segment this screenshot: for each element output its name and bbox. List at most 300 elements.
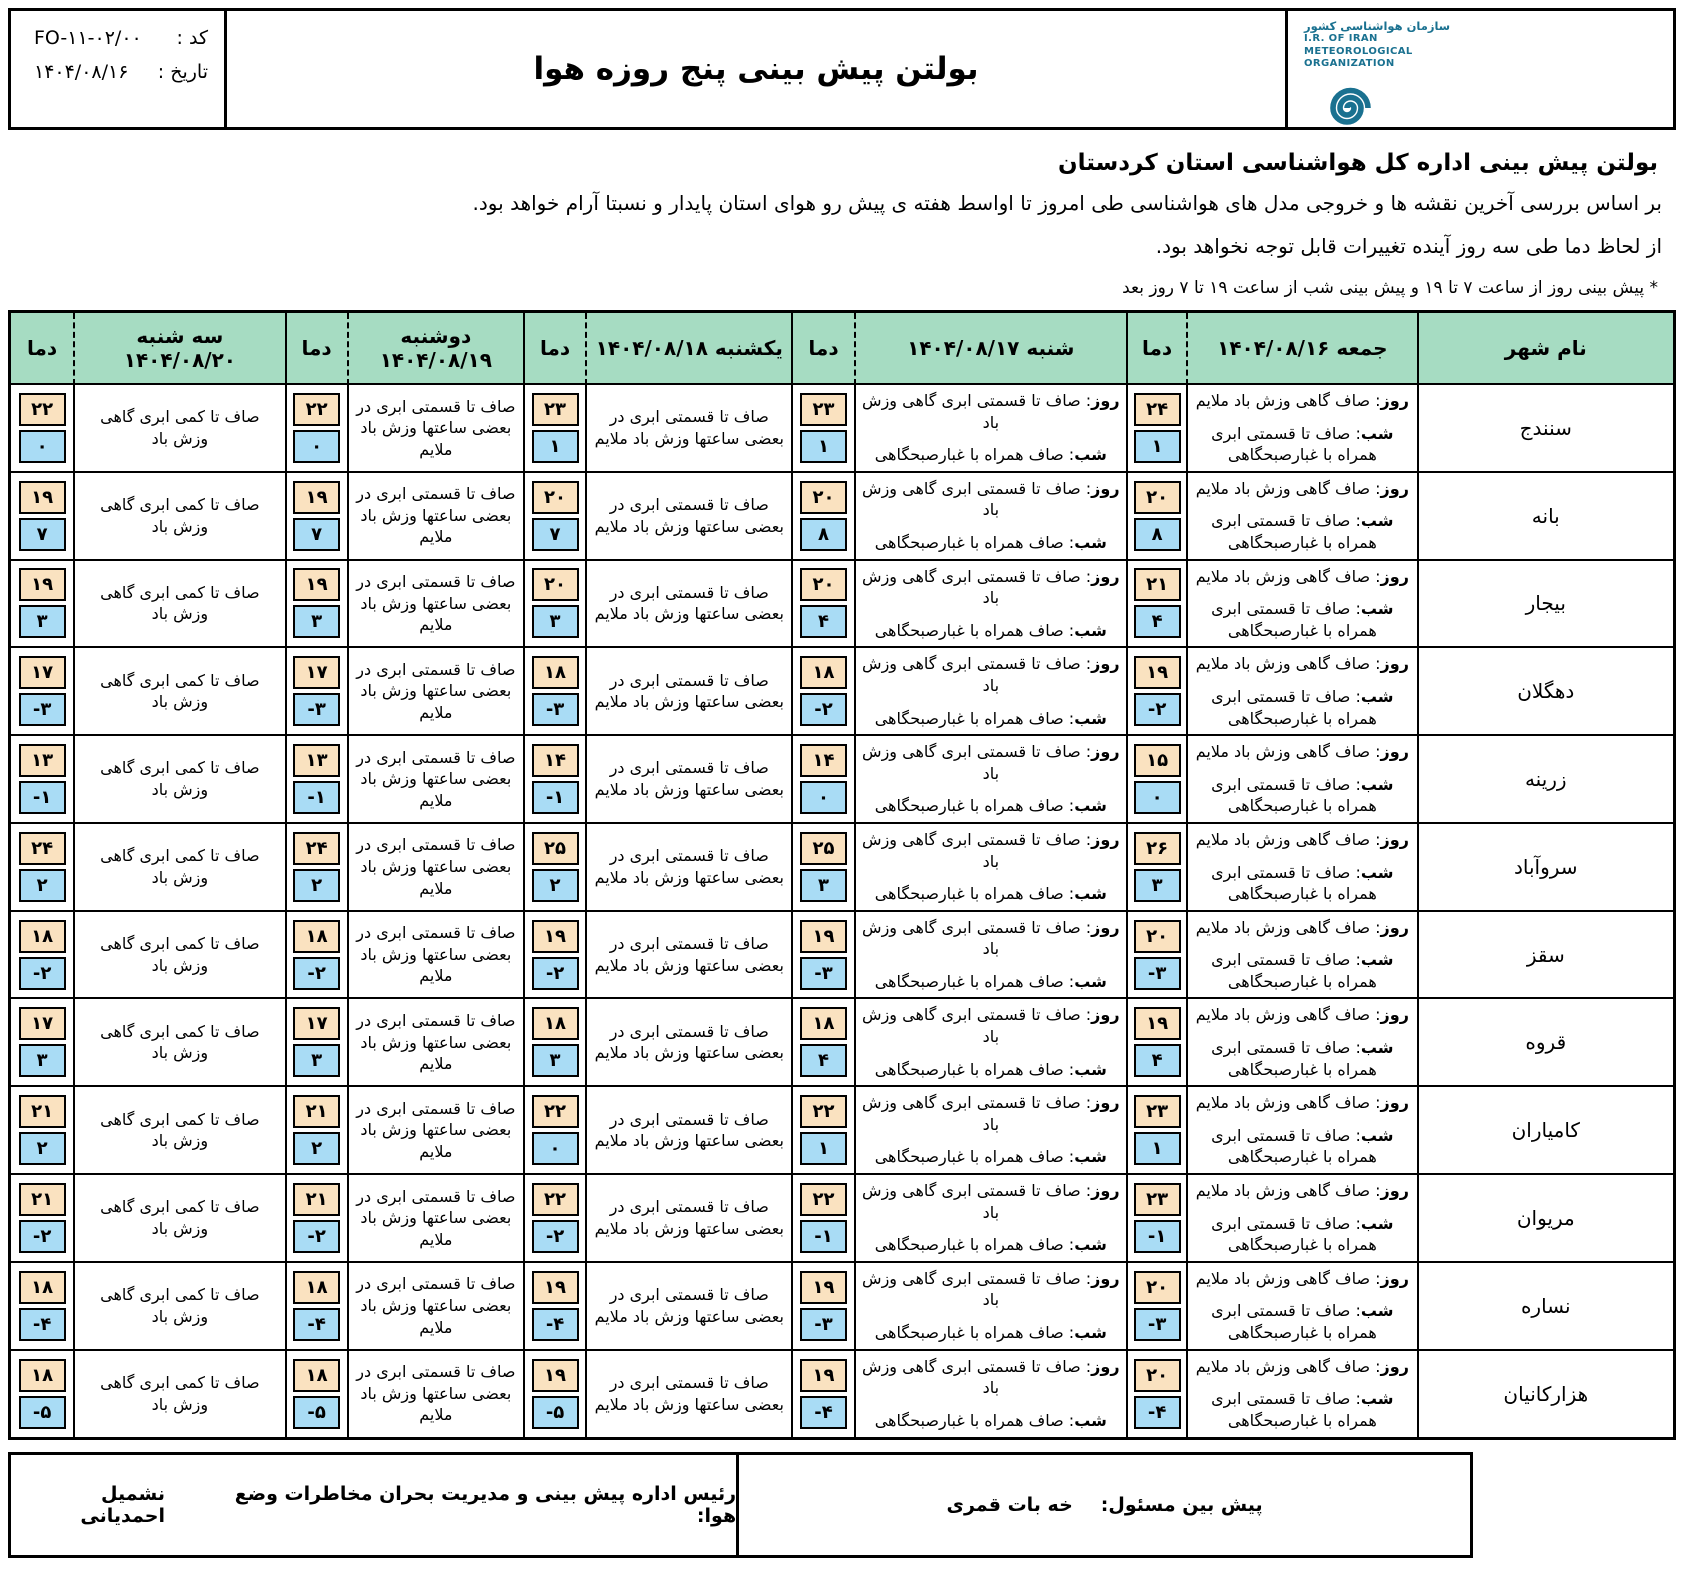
max-temp-value: ۲۳ [532, 393, 579, 426]
forecast-line: روز: صاف تا قسمتی ابری گاهی وزش باد [862, 391, 1120, 432]
head-label: رئیس اداره پیش بینی و مدیریت بحران مخاطرات وضع هوا: [234, 1482, 737, 1527]
min-temp-value: ۲ [19, 1132, 66, 1165]
period-label: روز [1380, 742, 1409, 762]
min-temp-value: ۴ [1134, 605, 1181, 638]
forecast-cell [347, 1175, 523, 1263]
city-name: سروآباد [1417, 824, 1673, 912]
min-temp-value: ۲ [19, 869, 66, 902]
forecast-cell [585, 912, 791, 1000]
forecast-cell [1186, 999, 1416, 1087]
city-name: مریوان [1417, 1175, 1673, 1263]
forecast-cell [854, 1263, 1126, 1351]
forecast-cell [73, 999, 284, 1087]
max-temp-value: ۱۸ [19, 1271, 66, 1304]
min-temp-value: ۳ [1134, 869, 1181, 902]
temp-cell [791, 1263, 853, 1351]
temp-cell [523, 473, 585, 561]
forecast-line: صاف تا قسمتی ابری در بعضی ساعتها وزش باد ملایم [356, 484, 516, 547]
organization-logo [1304, 19, 1474, 143]
period-label: شب [1074, 1323, 1107, 1342]
max-temp-value: ۲۲ [800, 1183, 847, 1216]
temp-cell [523, 648, 585, 736]
max-temp-value: ۲۰ [1134, 481, 1181, 514]
period-label: شب [1360, 1125, 1394, 1145]
temp-cell [523, 1175, 585, 1263]
forecast-line: روز: صاف تا قسمتی ابری گاهی وزش باد [862, 742, 1120, 783]
period-label: شب [1360, 686, 1394, 706]
forecast-cell [347, 1263, 523, 1351]
forecast-line: شب: صاف همراه با غبارصبحگاهی [874, 971, 1107, 991]
forecast-cell [854, 912, 1126, 1000]
period-label: روز [1091, 1093, 1120, 1113]
period-label: روز [1380, 654, 1409, 674]
table-row [11, 561, 1673, 649]
forecast-cell [854, 561, 1126, 649]
code-box [11, 11, 227, 127]
city-name: سقز [1417, 912, 1673, 1000]
temp-cell [11, 1351, 73, 1437]
forecast-line: روز: صاف تا قسمتی ابری گاهی وزش باد [862, 1093, 1120, 1134]
temp-cell [1126, 1351, 1186, 1437]
temp-cell [1126, 648, 1186, 736]
max-temp-value: ۱۷ [19, 1007, 66, 1040]
temp-cell [11, 648, 73, 736]
temp-cell [1126, 912, 1186, 1000]
forecast-rows [11, 385, 1673, 1437]
page-title: بولتن پیش بینی پنج روزه هوا [533, 51, 979, 87]
city-name: بیجار [1417, 561, 1673, 649]
min-temp-value: -۱ [1134, 1220, 1181, 1253]
period-label: روز [1091, 391, 1120, 410]
temp-cell [523, 1351, 585, 1437]
min-temp-value: ۸ [1134, 518, 1181, 551]
table-row [11, 736, 1673, 824]
forecast-line: صاف تا قسمتی ابری در بعضی ساعتها وزش باد ملایم [356, 396, 516, 459]
forecast-cell [347, 736, 523, 824]
period-label: روز [1380, 1181, 1409, 1201]
forecast-cell [73, 824, 284, 912]
forecast-line: شب: صاف همراه با غبارصبحگاهی [874, 1147, 1107, 1167]
forecast-line: صاف تا کمی ابری گاهی وزش باد [100, 1197, 260, 1238]
max-temp-value: ۱۹ [800, 920, 847, 953]
max-temp-value: ۱۸ [19, 920, 66, 953]
min-temp-value: ۰ [293, 430, 340, 463]
forecast-cell [1186, 648, 1416, 736]
period-label: شب [1074, 796, 1107, 816]
intro-line-2: از لحاظ دما طی سه روز آینده تغییرات قابل توجه نخواهد بود. [1155, 234, 1662, 258]
period-label: روز [1091, 1356, 1120, 1376]
forecast-cell [585, 1087, 791, 1175]
min-temp-value: -۳ [19, 693, 66, 726]
forecast-line: صاف تا کمی ابری گاهی وزش باد [100, 846, 260, 887]
forecast-line: روز: صاف تا قسمتی ابری گاهی وزش باد [862, 1181, 1120, 1222]
period-label: روز [1091, 1268, 1120, 1288]
temp-cell [11, 561, 73, 649]
temp-cell [791, 561, 853, 649]
forecast-line: صاف تا قسمتی ابری در بعضی ساعتها وزش باد ملایم [356, 923, 516, 986]
forecast-line: روز: صاف گاهی وزش باد ملایم [1195, 391, 1409, 410]
temp-cell [285, 1087, 347, 1175]
period-label: شب [1074, 971, 1107, 991]
period-label: روز [1091, 829, 1120, 849]
max-temp-value: ۲۰ [1134, 1271, 1181, 1304]
min-temp-value: ۷ [293, 518, 340, 551]
min-temp-value: ۸ [800, 518, 847, 551]
period-label: روز [1091, 654, 1120, 674]
temp-cell [1126, 1175, 1186, 1263]
max-temp-value: ۲۲ [19, 393, 66, 426]
title-box [227, 11, 1285, 127]
forecast-cell [1186, 1351, 1416, 1437]
head-name: نشمیل احمدیانی [80, 1482, 165, 1527]
table-row [11, 912, 1673, 1000]
table-row [11, 385, 1673, 473]
forecast-line: صاف تا قسمتی ابری در بعضی ساعتها وزش باد ملایم [356, 835, 516, 898]
forecast-line: شب: صاف همراه با غبارصبحگاهی [874, 884, 1107, 904]
logo-en-line3: ORGANIZATION [1304, 58, 1395, 70]
forecast-line: صاف تا قسمتی ابری در بعضی ساعتها وزش باد ملایم [594, 1373, 784, 1414]
forecast-line: صاف تا قسمتی ابری در بعضی ساعتها وزش باد ملایم [594, 407, 784, 448]
min-temp-value: ۴ [800, 1044, 847, 1077]
forecast-line: شب: صاف همراه با غبارصبحگاهی [874, 445, 1107, 465]
forecast-line: شب: صاف تا قسمتی ابری همراه با غبارصبحگاهی [1211, 1389, 1394, 1430]
min-temp-value: ۷ [532, 518, 579, 551]
table-row [11, 1263, 1673, 1351]
forecast-line: شب: صاف تا قسمتی ابری همراه با غبارصبحگاهی [1211, 1125, 1394, 1167]
period-label: روز [1380, 478, 1409, 498]
temp-cell [791, 385, 853, 473]
min-temp-value: ۳ [293, 1044, 340, 1077]
table-row [11, 1175, 1673, 1263]
date-label: تاریخ : [157, 61, 208, 83]
max-temp-value: ۱۸ [19, 1359, 66, 1392]
temp-cell [791, 473, 853, 561]
temp-header: دما [11, 313, 73, 385]
forecast-cell [1186, 1087, 1416, 1175]
forecast-cell [854, 1175, 1126, 1263]
min-temp-value: ۲ [532, 869, 579, 902]
forecast-line: روز: صاف گاهی وزش باد ملایم [1195, 478, 1409, 498]
max-temp-value: ۱۸ [293, 1359, 340, 1392]
period-label: روز [1091, 742, 1120, 762]
city-name: دهگلان [1417, 648, 1673, 736]
max-temp-value: ۲۴ [1134, 393, 1181, 426]
period-label: شب [1360, 774, 1394, 794]
forecast-line: صاف تا قسمتی ابری در بعضی ساعتها وزش باد ملایم [594, 582, 784, 624]
forecast-cell [1186, 824, 1416, 912]
min-temp-value: ۰ [800, 781, 847, 814]
forecast-cell [585, 999, 791, 1087]
forecast-line: روز: صاف گاهی وزش باد ملایم [1195, 654, 1409, 674]
forecast-line: شب: صاف همراه با غبارصبحگاهی [874, 620, 1107, 640]
table-row [11, 824, 1673, 912]
day-header-sunday: یکشنبه ۱۴۰۴/۰۸/۱۸ [585, 313, 791, 385]
period-label: روز [1380, 829, 1409, 849]
max-temp-value: ۱۹ [1134, 656, 1181, 689]
forecast-line: صاف تا قسمتی ابری در بعضی ساعتها وزش باد ملایم [594, 758, 784, 800]
head-signature [11, 1455, 736, 1555]
forecast-cell [347, 561, 523, 649]
temp-cell [523, 824, 585, 912]
intro-section [8, 150, 1676, 262]
period-label: روز [1380, 391, 1409, 410]
forecast-line: روز: صاف تا قسمتی ابری گاهی وزش باد [862, 654, 1120, 695]
period-label: شب [1360, 1301, 1394, 1321]
min-temp-value: ۴ [1134, 1044, 1181, 1077]
min-temp-value: -۱ [19, 781, 66, 814]
forecast-cell [347, 648, 523, 736]
forecast-cell [585, 824, 791, 912]
forecast-line: صاف تا قسمتی ابری در بعضی ساعتها وزش باد ملایم [594, 1285, 784, 1326]
min-temp-value: ۱ [800, 430, 847, 463]
temp-cell [1126, 473, 1186, 561]
temp-cell [11, 736, 73, 824]
period-label: روز [1091, 1005, 1120, 1025]
forecast-line: صاف تا کمی ابری گاهی وزش باد [100, 1285, 260, 1326]
min-temp-value: -۴ [1134, 1396, 1181, 1429]
intro-line-1: بر اساس بررسی آخرین نقشه ها و خروجی مدل های هواشناسی طی امروز تا اواسط هفته ی پیش رو هوای استان پایدار و نسبتا آرام خواهد بود. [472, 191, 1662, 215]
forecast-line: صاف تا قسمتی ابری در بعضی ساعتها وزش باد ملایم [594, 495, 784, 536]
min-temp-value: ۱ [1134, 430, 1181, 463]
temp-cell [1126, 999, 1186, 1087]
min-temp-value: ۳ [532, 605, 579, 638]
forecast-line: صاف تا کمی ابری گاهی وزش باد [100, 495, 260, 536]
forecast-line: صاف تا قسمتی ابری در بعضی ساعتها وزش باد ملایم [356, 1098, 516, 1161]
period-label: روز [1380, 917, 1409, 937]
temp-cell [11, 824, 73, 912]
temp-cell [285, 1351, 347, 1437]
max-temp-value: ۲۰ [800, 481, 847, 514]
period-label: روز [1091, 917, 1120, 937]
table-row [11, 1087, 1673, 1175]
min-temp-value: ۳ [19, 605, 66, 638]
bulletin-heading: بولتن پیش بینی اداره کل هواشناسی استان کردستان [1057, 150, 1658, 176]
forecast-cell [585, 1351, 791, 1437]
min-temp-value: -۵ [532, 1396, 579, 1429]
min-temp-value: -۵ [293, 1396, 340, 1429]
temp-cell [791, 999, 853, 1087]
city-name: بانه [1417, 473, 1673, 561]
forecast-cell [854, 1087, 1126, 1175]
city-name: زرینه [1417, 736, 1673, 824]
document-header [8, 8, 1676, 130]
logo-en-line2: METEOROLOGICAL [1304, 45, 1413, 57]
forecaster-name: خه بات قمری [946, 1493, 1073, 1516]
max-temp-value: ۱۷ [293, 656, 340, 689]
forecast-cell [585, 1263, 791, 1351]
max-temp-value: ۱۹ [19, 568, 66, 601]
forecast-cell [854, 736, 1126, 824]
min-temp-value: -۲ [293, 957, 340, 990]
max-temp-value: ۱۹ [1134, 1007, 1181, 1040]
max-temp-value: ۲۳ [1134, 1095, 1181, 1128]
temp-cell [791, 824, 853, 912]
period-label: شب [1074, 884, 1107, 904]
forecast-cell [347, 385, 523, 473]
max-temp-value: ۲۱ [19, 1183, 66, 1216]
period-label: روز [1380, 566, 1409, 586]
forecast-line: صاف تا کمی ابری گاهی وزش باد [100, 582, 260, 624]
temp-cell [523, 561, 585, 649]
city-name: هزارکانیان [1417, 1351, 1673, 1437]
forecast-cell [585, 736, 791, 824]
temp-cell [791, 1175, 853, 1263]
max-temp-value: ۱۹ [532, 920, 579, 953]
forecast-line: صاف تا قسمتی ابری در بعضی ساعتها وزش باد ملایم [594, 1021, 784, 1063]
period-label: شب [1360, 511, 1394, 531]
forecast-line: روز: صاف گاهی وزش باد ملایم [1195, 742, 1409, 762]
forecast-line: روز: صاف گاهی وزش باد ملایم [1195, 829, 1409, 849]
temp-header: دما [791, 313, 853, 385]
forecast-line: روز: صاف تا قسمتی ابری گاهی وزش باد [862, 1005, 1120, 1047]
max-temp-value: ۱۵ [1134, 744, 1181, 777]
forecast-line: شب: صاف تا قسمتی ابری همراه با غبارصبحگاهی [1211, 950, 1394, 991]
min-temp-value: -۳ [800, 1308, 847, 1341]
signature-bar [8, 1452, 1473, 1558]
min-temp-value: -۲ [293, 1220, 340, 1253]
max-temp-value: ۱۹ [532, 1271, 579, 1304]
temp-cell [11, 473, 73, 561]
temp-cell [791, 1351, 853, 1437]
max-temp-value: ۲۱ [19, 1095, 66, 1128]
forecast-line: روز: صاف گاهی وزش باد ملایم [1195, 1005, 1409, 1025]
min-temp-value: ۱ [800, 1132, 847, 1165]
forecast-line: صاف تا قسمتی ابری در بعضی ساعتها وزش باد ملایم [356, 1186, 516, 1249]
min-temp-value: -۴ [532, 1308, 579, 1341]
max-temp-value: ۲۱ [293, 1183, 340, 1216]
min-temp-value: -۴ [293, 1308, 340, 1341]
forecast-line: صاف تا قسمتی ابری در بعضی ساعتها وزش باد ملایم [356, 1274, 516, 1337]
forecast-cell [854, 999, 1126, 1087]
forecast-cell [73, 1351, 284, 1437]
forecast-line: شب: صاف همراه با غبارصبحگاهی [874, 1410, 1107, 1430]
forecast-cell [73, 1175, 284, 1263]
period-label: شب [1074, 1059, 1107, 1079]
min-temp-value: ۲ [293, 869, 340, 902]
max-temp-value: ۱۳ [19, 744, 66, 777]
city-name: کامیاران [1417, 1087, 1673, 1175]
day-header-tuesday: سه شنبه ۱۴۰۴/۰۸/۲۰ [73, 313, 284, 385]
max-temp-value: ۲۰ [1134, 920, 1181, 953]
period-label: روز [1380, 1093, 1409, 1113]
temp-header: دما [285, 313, 347, 385]
forecast-line: روز: صاف گاهی وزش باد ملایم [1195, 1356, 1409, 1376]
code-value: FO-۱۱-۰۲/۰۰ [33, 27, 142, 49]
period-label: شب [1360, 1213, 1394, 1233]
forecast-line: شب: صاف تا قسمتی ابری همراه با غبارصبحگاهی [1211, 423, 1394, 465]
logo-box [1285, 11, 1673, 127]
period-label: روز [1380, 1005, 1409, 1025]
forecast-line: شب: صاف همراه با غبارصبحگاهی [874, 796, 1107, 816]
temp-cell [11, 1087, 73, 1175]
period-label: شب [1360, 1389, 1394, 1409]
temp-header: دما [1126, 313, 1186, 385]
period-label: شب [1074, 1147, 1107, 1167]
max-temp-value: ۱۴ [532, 744, 579, 777]
forecast-line: صاف تا قسمتی ابری در بعضی ساعتها وزش باد ملایم [594, 670, 784, 712]
forecast-cell [73, 473, 284, 561]
min-temp-value: ۳ [532, 1044, 579, 1077]
min-temp-value: -۳ [293, 693, 340, 726]
max-temp-value: ۱۸ [532, 1007, 579, 1040]
max-temp-value: ۱۹ [800, 1359, 847, 1392]
forecast-cell [73, 385, 284, 473]
forecast-cell [73, 648, 284, 736]
forecast-line: روز: صاف تا قسمتی ابری گاهی وزش باد [862, 478, 1120, 520]
forecast-line: شب: صاف تا قسمتی ابری همراه با غبارصبحگاهی [1211, 599, 1394, 640]
temp-cell [1126, 1263, 1186, 1351]
min-temp-value: -۵ [19, 1396, 66, 1429]
min-temp-value: ۳ [800, 869, 847, 902]
max-temp-value: ۲۲ [532, 1095, 579, 1128]
forecast-cell [347, 1351, 523, 1437]
period-label: شب [1360, 599, 1394, 619]
forecast-line: صاف تا قسمتی ابری در بعضی ساعتها وزش باد ملایم [356, 747, 516, 810]
forecast-cell [854, 473, 1126, 561]
max-temp-value: ۲۲ [800, 1095, 847, 1128]
forecast-cell [347, 824, 523, 912]
forecast-cell [585, 561, 791, 649]
forecast-line: صاف تا کمی ابری گاهی وزش باد [100, 670, 260, 712]
min-temp-value: -۱ [532, 781, 579, 814]
forecast-hours-note: * پیش بینی روز از ساعت ۷ تا ۱۹ و پیش بینی شب از ساعت ۱۹ تا ۷ روز بعد [1122, 278, 1658, 298]
min-temp-value: -۲ [532, 957, 579, 990]
period-label: روز [1091, 1181, 1120, 1201]
forecast-line: روز: صاف تا قسمتی ابری گاهی وزش باد [862, 1356, 1120, 1398]
forecast-cell [347, 473, 523, 561]
forecaster-label: پیش بین مسئول: [1100, 1493, 1263, 1516]
forecast-line: روز: صاف تا قسمتی ابری گاهی وزش باد [862, 566, 1120, 608]
min-temp-value: ۳ [19, 1044, 66, 1077]
day-header-friday: جمعه ۱۴۰۴/۰۸/۱۶ [1186, 313, 1416, 385]
forecast-line: شب: صاف تا قسمتی ابری همراه با غبارصبحگاهی [1211, 686, 1394, 728]
max-temp-value: ۱۹ [293, 481, 340, 514]
forecast-cell [585, 385, 791, 473]
temp-cell [285, 912, 347, 1000]
max-temp-value: ۲۳ [1134, 1183, 1181, 1216]
temp-cell [523, 912, 585, 1000]
temp-cell [1126, 385, 1186, 473]
forecast-line: شب: صاف همراه با غبارصبحگاهی [874, 1059, 1107, 1079]
min-temp-value: -۱ [293, 781, 340, 814]
logo-en-line1: I.R. OF IRAN [1304, 33, 1378, 45]
table-row [11, 1351, 1673, 1437]
max-temp-value: ۱۹ [19, 481, 66, 514]
forecast-line: شب: صاف تا قسمتی ابری همراه با غبارصبحگاهی [1211, 1038, 1394, 1079]
max-temp-value: ۲۵ [800, 832, 847, 865]
temp-cell [523, 999, 585, 1087]
max-temp-value: ۱۷ [19, 656, 66, 689]
temp-cell [285, 999, 347, 1087]
temp-cell [523, 1263, 585, 1351]
temp-cell [285, 824, 347, 912]
forecast-cell [73, 1263, 284, 1351]
max-temp-value: ۱۳ [293, 744, 340, 777]
forecast-line: صاف تا قسمتی ابری در بعضی ساعتها وزش باد ملایم [356, 572, 516, 635]
forecast-line: شب: صاف همراه با غبارصبحگاهی [874, 532, 1107, 552]
temp-cell [11, 1175, 73, 1263]
max-temp-value: ۲۶ [1134, 832, 1181, 865]
period-label: شب [1360, 423, 1394, 443]
forecast-cell [1186, 473, 1416, 561]
forecast-line: صاف تا کمی ابری گاهی وزش باد [100, 1021, 260, 1063]
min-temp-value: -۲ [532, 1220, 579, 1253]
min-temp-value: -۳ [1134, 957, 1181, 990]
forecast-cell [854, 824, 1126, 912]
min-temp-value: -۴ [800, 1396, 847, 1429]
table-row [11, 999, 1673, 1087]
day-header-saturday: شنبه ۱۴۰۴/۰۸/۱۷ [854, 313, 1126, 385]
